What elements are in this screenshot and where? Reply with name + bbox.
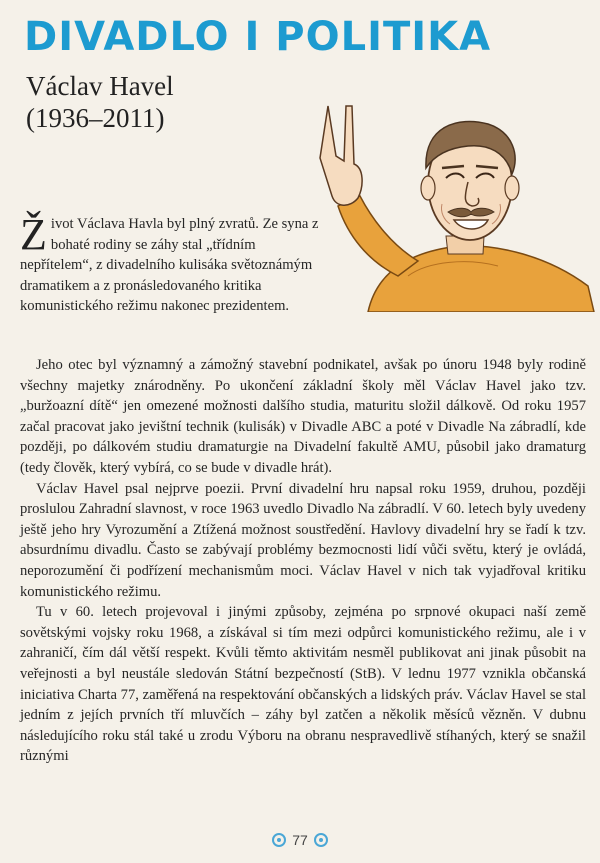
paragraph-2: Václav Havel psal nejprve poezii. První divadelní hru napsal roku 1959, druhou, později proslulou Zahradní slavnost, v roce 1963 uvedlo Divadlo Na zábradlí. V 60. letech byly uvedeny ještě jeho hry Vyrozumění a Ztížená možnost soustředění. Havlovy divadelní hry se řadí k tzv. absurdnímu divadlu. Často se zabývají problémy bezmocnosti lidí vůči světu, který je ovládá, neporozumění či podřízení mechanismům moci. Václav Havel v nich tak vyjadřoval kritiku komunistického režimu. xyxy=(20,480,586,600)
havel-caricature-illustration xyxy=(298,86,598,312)
page-number: 77 xyxy=(292,832,308,848)
raised-arm xyxy=(338,196,418,276)
v-sign-hand xyxy=(320,106,362,205)
intro-text: ivot Václava Havla byl plný zvratů. Ze syna z bohaté rodiny se záhy stal „třídním nepřítelem“, z divadelního kulisáka světoznámým dramatikem a z pronásledovaného kritika komunistického režimu nakonec prezidentem. xyxy=(20,216,319,315)
author-heading xyxy=(26,70,174,134)
author-years: (1936–2011) xyxy=(26,103,165,133)
paragraph-1: Jeho otec byl významný a zámožný stavební podnikatel, avšak po únoru 1948 byly rodině všechny majetky znárodněny. Po ukončení základní školy měl Václav Havel jako tzv. „buržoazní dítě“ jen omezené možnosti dalšího studia, maturitu složil dálkově. Od roku 1957 začal pracovat jako jevištní technik (kulisák) v Divadle ABC a poté v Divadle Na zábradlí, kde později, po dálkovém studiu dramaturgie na Divadelní fakultě AMU, působil jako dramaturg (tedy člověk, který vybírá, co se bude v divadle hrát). xyxy=(20,357,586,476)
page-footer xyxy=(0,832,600,848)
paragraph-3: Tu v 60. letech projevoval i jinými způsoby, zejména po srpnové okupaci naší země sovětskými vojsky roku 1968, a získával si tím mezi odpůrci komunistického režimu, ale i v zahraničí, čím dál větší respekt. Kvůli těmto aktivitám nesměl publikovat ani jinak působit na veřejnosti a byl neustále sledován Státní bezpečností (StB). V lednu 1977 vznikla občanská iniciativa Charta 77, zaměřená na respektování občanských a lidských práv. Václav Havel se stal jedním z jejích prvních tří mluvčích – záhy byl zatčen a několik měsíců vězněn. V dubnu následujícího roku stál také u zrodu Výboru na obranu nespravedlivě stíhaných, který se snažil různými xyxy=(20,604,586,765)
bullet-circle-icon xyxy=(272,833,286,847)
article-body xyxy=(20,355,586,767)
page-title: DIVADLO I POLITIKA xyxy=(24,14,492,60)
intro-paragraph xyxy=(20,210,320,317)
bullet-circle-icon xyxy=(314,833,328,847)
author-name: Václav Havel xyxy=(26,71,174,101)
drop-cap: Ž xyxy=(20,210,47,259)
